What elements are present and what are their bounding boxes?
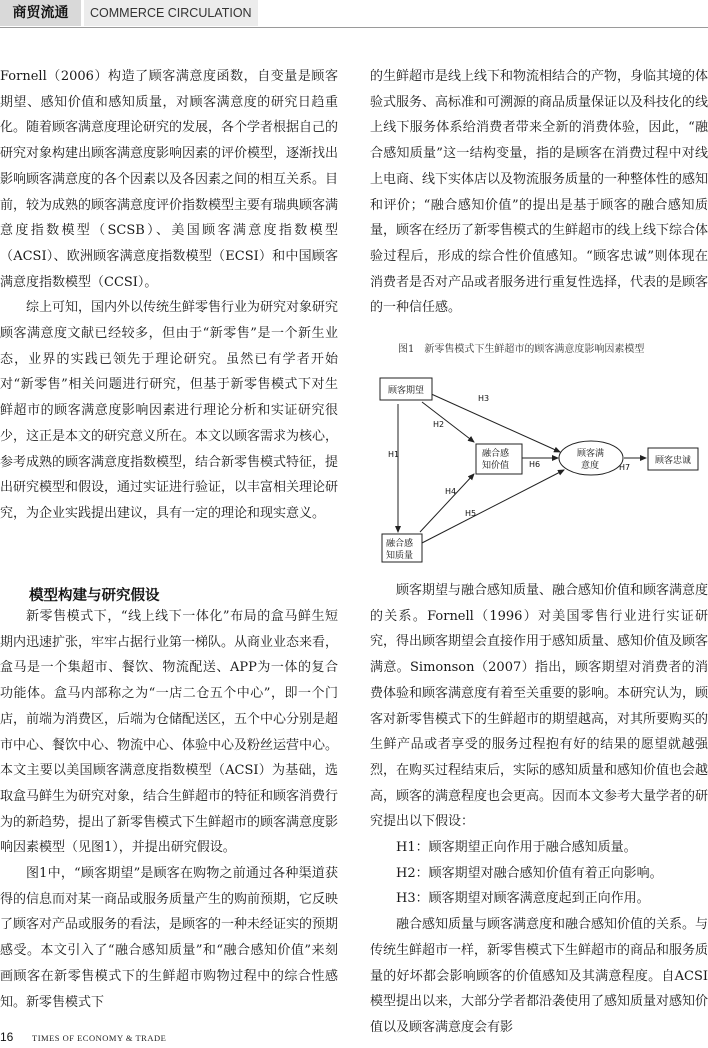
section-label: 商贸流通 — [0, 0, 81, 26]
left-column-lower — [0, 604, 338, 1015]
hypothesis-h2: H2：顾客期望对融合感知价值有着正向影响。 — [396, 865, 663, 881]
figure-1 — [370, 340, 708, 570]
node-expectation-label: 顾客期望 — [388, 386, 425, 396]
right-column-bottom — [370, 578, 708, 1041]
paragraph: 综上可知，国内外以传统生鲜零售行业为研究对象研究顾客满意度文献已经较多，但由于“新零售”是一个新生业态，业界的实践已领先于理论研究。虽然已有学者开始对“新零售”相关问题进行研究，但基于新零售模式下对生鲜超市的顾客满意度影响因素进行理论分析和实证研究很少，这正是本文的研究意义所在。本文以顾客需求为核心，参考成熟的顾客满意度指数模型，结合新零售模式特征，提出研究模型和假设，通过实证进行验证，以丰富相关理论研究，为企业实践提出建议，具有一定的理论和现实意义。 — [0, 300, 339, 521]
section-label-en: COMMERCE CIRCULATION — [84, 0, 258, 26]
label-h2: H2 — [433, 420, 445, 429]
paragraph: 顾客期望与融合感知质量、融合感知价值和顾客满意度的关系。Fornell（1996）对美国零售行业进行实证研究，得出顾客期望会直接作用于感知质量、感知价值及顾客满意。Simonson（2007）指出，顾客期望对消费者的消费体验和顾客满意度有着至关重要的影响。本研究认为，顾客对新零售模式下的生鲜超市的期望越高，对其所要购买的生鲜产品或者享受的服务过程抱有好的结果的愿望就越强烈，在购买过程结束后，实际的感知质量和感知价值也会越高，顾客的满意程度也会更高。因而本文参考大量学者的研究提出以下假设： — [370, 583, 708, 830]
edge-h2 — [422, 402, 474, 442]
figure-caption: 图1 新零售模式下生鲜超市的顾客满意度影响因素模型 — [398, 344, 645, 355]
model-diagram — [370, 340, 708, 570]
section-heading: 模型构建与研究假设 — [29, 588, 160, 604]
node-satisfaction-l1: 顾客满 — [577, 449, 605, 459]
edge-h4 — [420, 474, 477, 532]
label-h1: H1 — [388, 450, 400, 459]
paragraph: 图1中，“顾客期望”是顾客在购物之前通过各种渠道获得的信息而对某一商品或服务质量产生的购前预期，它反映了顾客对产品或服务的看法，是顾客的一种未经证实的预期感受。本文引入了“融合感知质量”和“融合感知价值”来刻画顾客在新零售模式下的生鲜超市购物过程中的综合性感知。新零售模式下 — [0, 866, 339, 1010]
node-fused-quality-l1: 融合感 — [386, 539, 414, 549]
label-h3: H3 — [478, 394, 490, 403]
paragraph: 融合感知质量与顾客满意度和融合感知价值的关系。与传统生鲜超市一样，新零售模式下生鲜超市的商品和服务质量的好坏都会影响顾客的价值感知及其满意程度。自ACSI模型提出以来，大部分学者都沿袭使用了感知质量对感知价值以及顾客满意度会有影 — [370, 917, 708, 1035]
label-h6: H6 — [529, 460, 541, 469]
paragraph: Fornell（2006）构造了顾客满意度函数，自变量是顾客期望、感知价值和感知质量，对顾客满意度的研究日趋重化。随着顾客满意度理论研究的发展，各个学者根据自己的研究对象构建出顾客满意度影响因素的评价模型，逐渐找出影响顾客满意度的各个因素以及各因素之间的相互关系。目前，较为成熟的顾客满意度评价指数模型主要有瑞典顾客满意度指数模型（SCSB）、美国顾客满意度指数模型（ACSI）、欧洲顾客满意度指数模型（ECSI）和中国顾客满意度指数模型（CCSI）。 — [0, 69, 339, 290]
paragraph: 新零售模式下，“线上线下一体化”布局的盒马鲜生短期内迅速扩张，牢牢占据行业第一梯队。从商业业态来看，盒马是一个集超市、餐饮、物流配送、APP为一体的复合功能体。盒马内部称之为“一店二仓五个中心”，即一个门店，前端为消费区，后端为仓储配送区，五个中心分别是超市中心、餐饮中心、物流中心、体验中心及粉丝运营中心。本文主要以美国顾客满意度指数模型（ACSI）为基础，选取盒马鲜生为研究对象，结合生鲜超市的特征和顾客消费行为的新趋势，提出了新零售模式下生鲜超市的顾客满意度影响因素模型（见图1），并提出研究假设。 — [0, 609, 339, 856]
node-loyalty-label: 顾客忠诚 — [655, 456, 692, 466]
paragraph: 的生鲜超市是线上线下和物流相结合的产物，身临其境的体验式服务、高标准和可溯源的商品质量保证以及科技化的线上线下服务体系给消费者带来全新的消费体验，因此，“融合感知质量”这一结构变量，指的是顾客在消费过程中对线上电商、线下实体店以及物流服务质量的一种整体性的感知和评价；“融合感知价值”的提出是基于顾客的融合感知质量，顾客在经历了新零售模式的生鲜超市的线上线下综合体验过程后，形成的综合性价值感知。“顾客忠诚”则体现在消费者是否对产品或者服务进行重复性选择，代表的是顾客的一种信任感。 — [370, 69, 708, 316]
hypothesis-h3: H3：顾客期望对顾客满意度起到正向作用。 — [396, 891, 650, 907]
node-fused-quality-l2: 知质量 — [386, 551, 414, 561]
node-satisfaction-l2: 意度 — [581, 461, 600, 471]
label-h7: H7 — [619, 463, 631, 472]
label-h5: H5 — [465, 509, 477, 518]
page-number: 16 — [0, 1030, 14, 1044]
journal-name: TIMES OF ECONOMY & TRADE — [32, 1033, 167, 1043]
page-header — [0, 0, 708, 26]
hypothesis-h1: H1：顾客期望正向作用于融合感知质量。 — [396, 840, 637, 856]
header-rule — [0, 27, 708, 28]
node-fused-value-l1: 融合感 — [482, 449, 510, 459]
page-footer — [0, 1030, 708, 1048]
label-h4: H4 — [445, 487, 457, 496]
left-column — [0, 64, 338, 527]
right-column-top — [370, 64, 708, 321]
edge-h5 — [420, 470, 564, 544]
node-fused-value-l2: 知价值 — [482, 461, 510, 471]
